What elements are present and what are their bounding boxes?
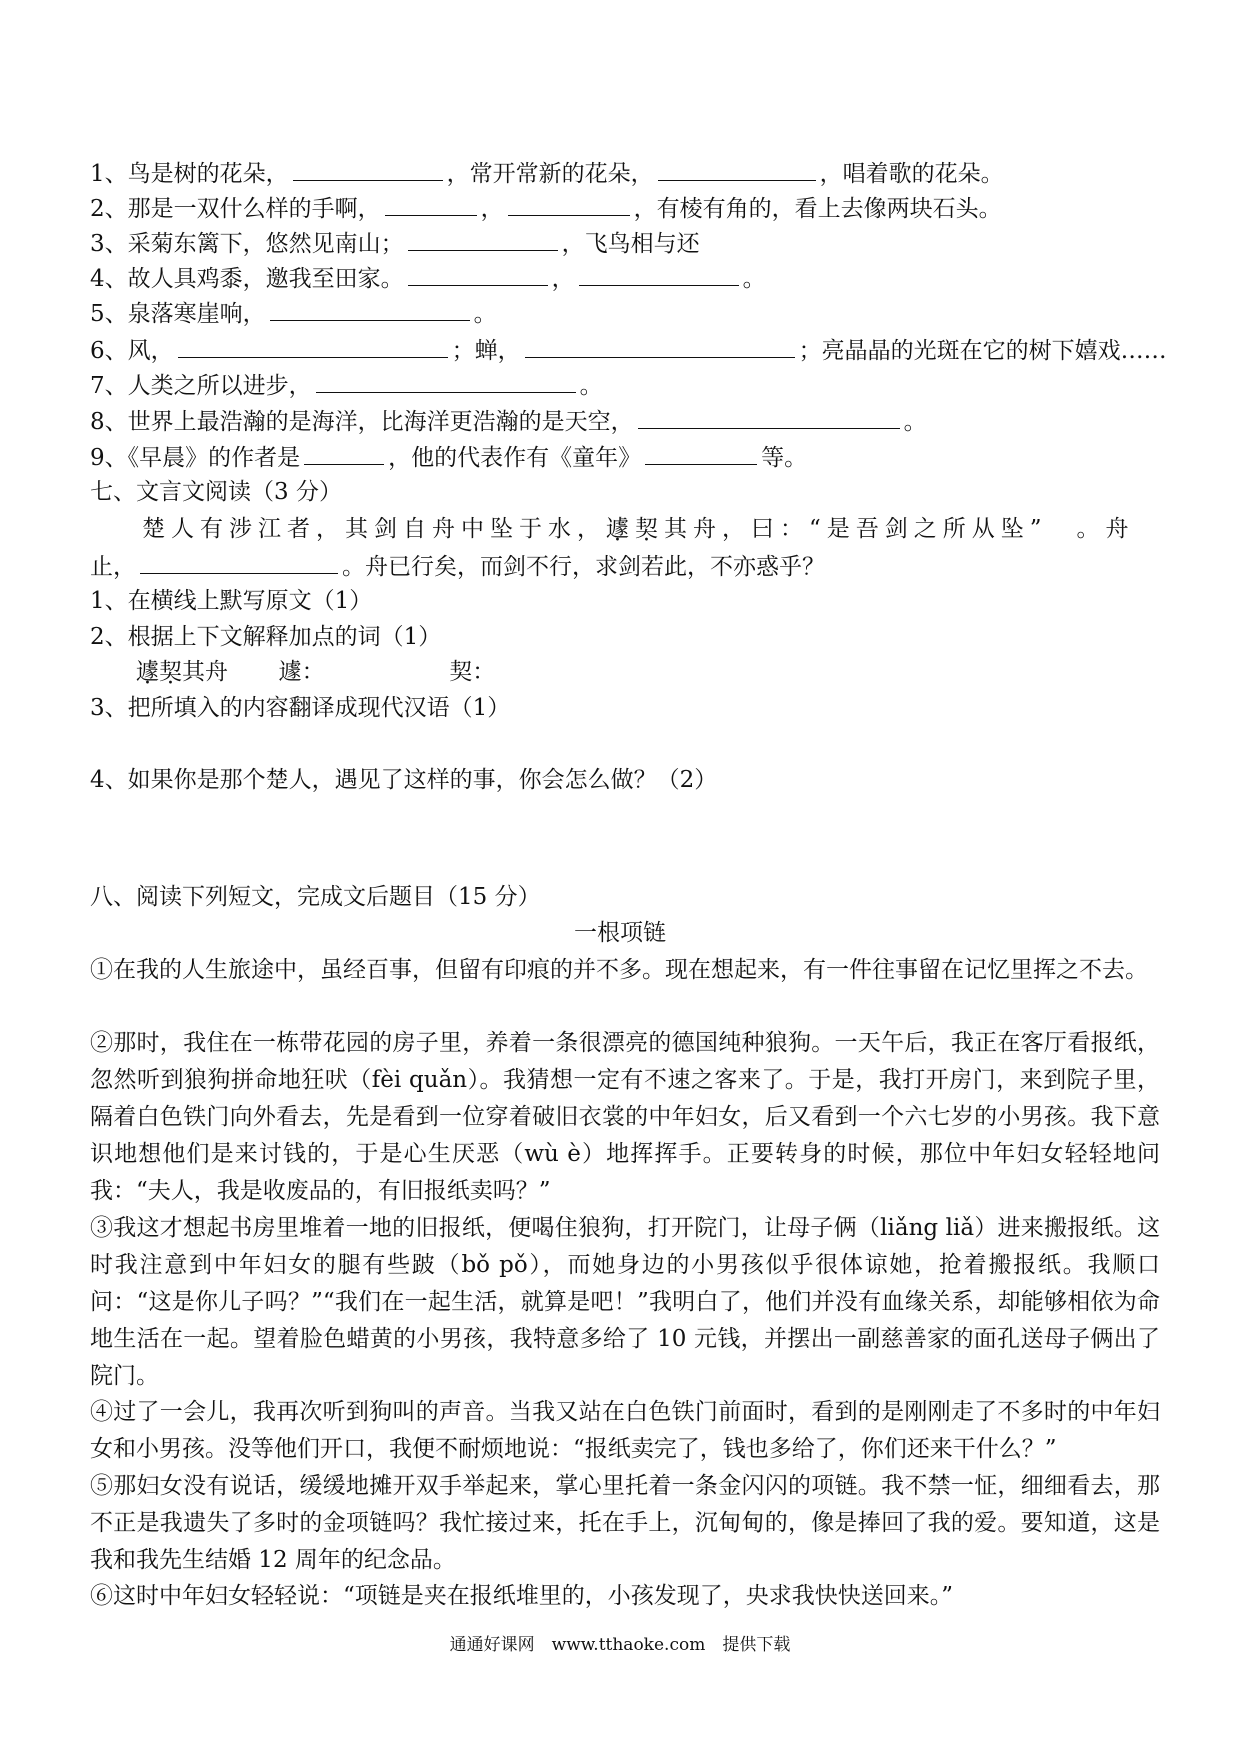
question-8: 8、世界上最浩瀚的是海洋，比海洋更浩瀚的是天空， 。 — [90, 406, 927, 437]
classical-passage-line-2: 止， 。舟已行矣，而剑不行，求剑若此，不亦惑乎？ — [90, 551, 825, 582]
answer-blank[interactable] — [316, 370, 576, 393]
section-7-q2: 2、根据上下文解释加点的词（1） — [90, 624, 442, 650]
answer-blank[interactable] — [658, 158, 816, 181]
answer-blank[interactable] — [645, 442, 757, 465]
dotted-char: 遽 — [606, 516, 635, 542]
answer-blank[interactable] — [270, 298, 470, 321]
dotted-char: 遽 — [136, 659, 159, 685]
answer-blank[interactable] — [385, 193, 477, 216]
question-3: 3、采菊东篱下，悠然见南山； ，飞鸟相与还 — [90, 228, 700, 259]
question-5: 5、泉落寒崖响， 。 — [90, 298, 497, 329]
answer-blank[interactable] — [525, 335, 795, 358]
section-7-q2-terms: 遽契其舟 遽： 契： — [136, 659, 496, 685]
section-7-q1: 1、在横线上默写原文（1） — [90, 588, 373, 614]
paragraph-2: ②那时，我住在一栋带花园的房子里，养着一条很漂亮的德国纯种狼狗。一天午后，我正在客厅看报纸，忽然听到狼狗拼命地狂吠（fèi quǎn）。我猜想一定有不速之客来了。于是，我打开房门，来到院子里，隔着白色铁门向外看去，先是看到一位穿着破旧衣裳的中年妇女，后又看到一个六七岁的小男孩。我下意识地想他们是来讨钱的，于是心生厌恶（wù è）地挥挥手。正要转身的时候，那位中年妇女轻轻地问我：“夫人，我是收废品的，有旧报纸卖吗？” — [90, 1030, 1160, 1204]
answer-blank[interactable] — [638, 406, 900, 429]
answer-blank[interactable] — [140, 551, 338, 574]
passage-title: 一根项链 — [574, 920, 666, 946]
section-7-heading: 七、文言文阅读（3 分） — [90, 479, 342, 505]
answer-blank[interactable] — [293, 158, 443, 181]
question-7: 7、人类之所以进步， 。 — [90, 370, 603, 401]
question-1: 1、鸟是树的花朵， ，常开常新的花朵， ，唱着歌的花朵。 — [90, 158, 1004, 189]
paragraph-3: ③我这才想起书房里堆着一地的旧报纸，便喝住狼狗，打开院门，让母子俩（liǎng liǎ）进来搬报纸。这时我注意到中年妇女的腿有些跛（bǒ pǒ），而她身边的小男孩似乎很体谅她，抢着搬报纸。我顺口问：“这是你儿子吗？”“我们在一起生活，就算是吧！”我明白了，他们并没有血缘关系，却能够相依为命地生活在一起。望着脸色蜡黄的小男孩，我特意多给了 10 元钱，并摆出一副慈善家的面孔送母子俩出了院门。 — [90, 1215, 1160, 1389]
footer-credit: 通通好课网 www.tthaoke.com 提供下载 — [449, 1635, 791, 1655]
dotted-char: 契 — [635, 516, 664, 542]
question-2: 2、那是一双什么样的手啊， ， ，有棱有角的，看上去像两块石头。 — [90, 193, 1002, 224]
answer-blank[interactable] — [408, 263, 548, 286]
question-6: 6、风， ；蝉， ；亮晶晶的光斑在它的树下嬉戏…… — [90, 335, 1167, 366]
section-7-q4: 4、如果你是那个楚人，遇见了这样的事，你会怎么做？（2） — [90, 767, 718, 793]
paragraph-5: ⑤那妇女没有说话，缓缓地摊开双手举起来，掌心里托着一条金闪闪的项链。我不禁一怔，细细看去，那不正是我遗失了多时的金项链吗？我忙接过来，托在手上，沉甸甸的，像是捧回了我的爱。要知道，这是我和我先生结婚 12 周年的纪念品。 — [90, 1473, 1160, 1573]
classical-passage-line-1: 楚人有涉江者，其剑自舟中坠于水，遽契其舟，曰：“是吾剑之所从坠” 。舟 — [142, 516, 1135, 542]
answer-blank[interactable] — [304, 442, 384, 465]
answer-blank[interactable] — [178, 335, 448, 358]
paragraph-6: ⑥这时中年妇女轻轻说：“项链是夹在报纸堆里的，小孩发现了，央求我快快送回来。” — [90, 1583, 954, 1609]
answer-blank[interactable] — [508, 193, 630, 216]
paragraph-1: ①在我的人生旅途中，虽经百事，但留有印痕的并不多。现在想起来，有一件往事留在记忆里挥之不去。 — [90, 957, 1148, 983]
section-7-q3: 3、把所填入的内容翻译成现代汉语（1） — [90, 695, 511, 721]
question-4: 4、故人具鸡黍，邀我至田家。 ， 。 — [90, 263, 766, 294]
answer-blank[interactable] — [408, 228, 558, 251]
section-8-heading: 八、阅读下列短文，完成文后题目（15 分） — [90, 884, 541, 910]
answer-blank[interactable] — [579, 263, 739, 286]
dotted-char: 契 — [159, 659, 182, 685]
question-9: 9、《早晨》的作者是 ，他的代表作有《童年》 等。 — [90, 442, 807, 473]
paragraph-4: ④过了一会儿，我再次听到狗叫的声音。当我又站在白色铁门前面时，看到的是刚刚走了不多时的中年妇女和小男孩。没等他们开口，我便不耐烦地说：“报纸卖完了，钱也多给了，你们还来干什么？” — [90, 1399, 1160, 1462]
